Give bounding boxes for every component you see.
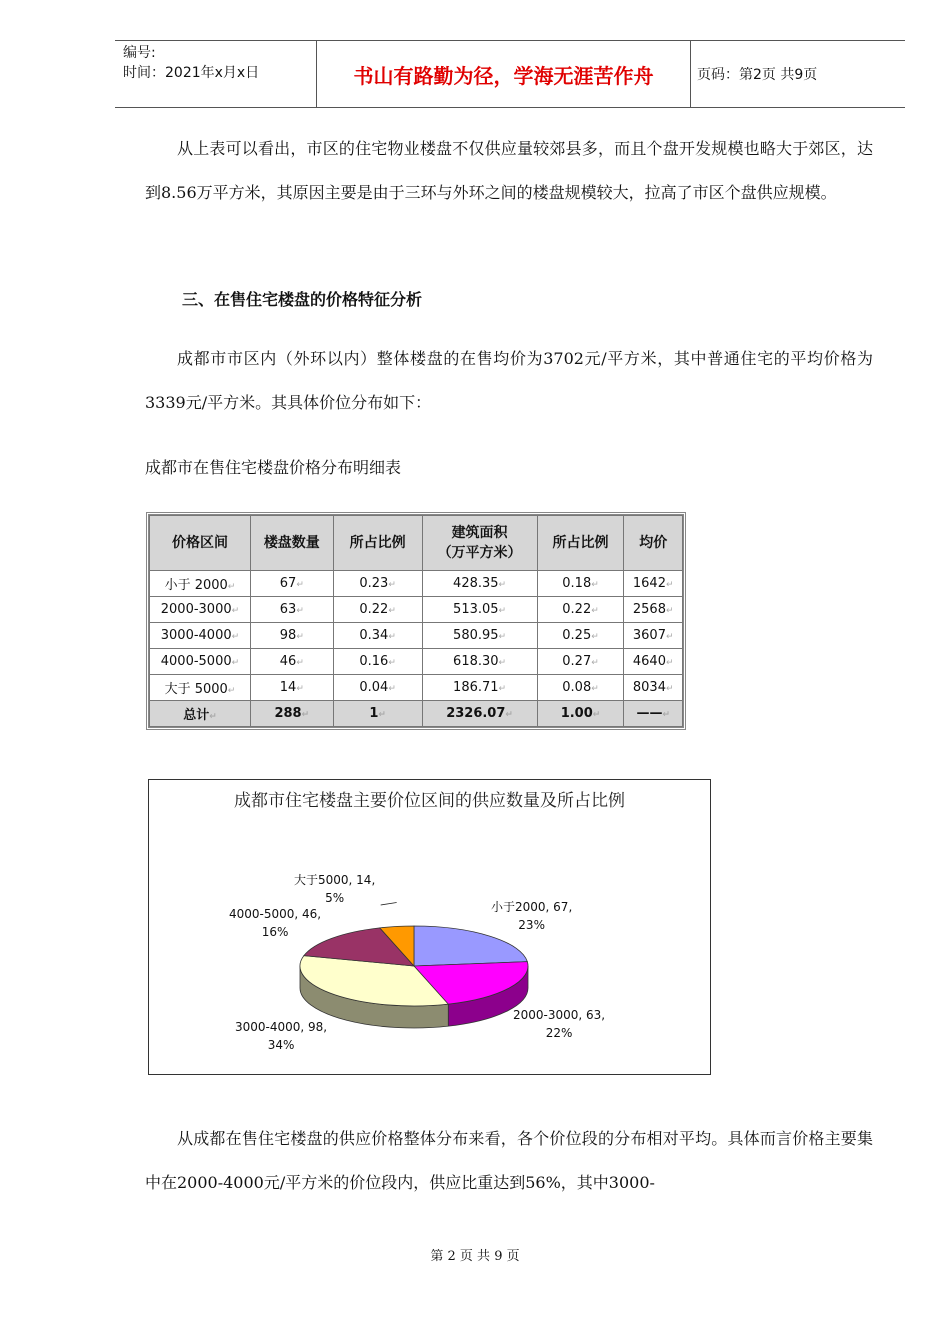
- col-header-avg-price: 均价: [624, 516, 683, 571]
- table-cell: 618.30↵: [422, 649, 537, 675]
- table-total-row: [150, 701, 683, 727]
- pie-label-gt5000: 大于5000, 14, 5%: [294, 873, 376, 905]
- table-cell: 2000-3000↵: [150, 597, 251, 623]
- pie-label-2000-3000: 2000-3000, 63, 22%: [513, 1008, 606, 1040]
- table-cell: 1↵: [333, 701, 422, 727]
- table-cell: 2326.07↵: [422, 701, 537, 727]
- table-caption: 成都市在售住宅楼盘价格分布明细表: [145, 458, 402, 477]
- section-heading: 三、在售住宅楼盘的价格特征分析: [182, 290, 423, 309]
- table-cell: 428.35↵: [422, 571, 537, 597]
- table-cell: 0.04↵: [333, 675, 422, 701]
- table-cell: 0.22↵: [333, 597, 422, 623]
- table-cell: 4640↵: [624, 649, 683, 675]
- table-cell: 98↵: [250, 623, 333, 649]
- chart-title: 成都市住宅楼盘主要价位区间的供应数量及所占比例: [234, 791, 625, 811]
- table-row: [150, 597, 683, 623]
- header-page-label: 页码：第2页 共9页: [697, 67, 818, 83]
- table-cell: ——↵: [624, 701, 683, 727]
- header-motto: 书山有路勤为径，学海无涯苦作舟: [316, 41, 691, 107]
- col-header-area-share: 所占比例: [537, 516, 624, 571]
- table-cell: 288↵: [250, 701, 333, 727]
- table-cell: 0.22↵: [537, 597, 624, 623]
- paragraph-3: 从成都在售住宅楼盘的供应价格整体分布来看，各个价位段的分布相对平均。具体而言价格主要集中在2000-4000元/平方米的价位段内，供应比重达到56%，其中3000-: [145, 1129, 873, 1192]
- page-header: [115, 40, 905, 108]
- table-cell: 3607↵: [624, 623, 683, 649]
- table-cell: 2568↵: [624, 597, 683, 623]
- pie-chart: [148, 779, 711, 1075]
- table-cell: 8034↵: [624, 675, 683, 701]
- table-cell: 513.05↵: [422, 597, 537, 623]
- paragraph-2: 成都市市区内（外环以内）整体楼盘的在售均价为3702元/平方米，其中普通住宅的平均价格为3339元/平方米。其具体价位分布如下：: [145, 349, 873, 412]
- table-cell: 67↵: [250, 571, 333, 597]
- table-cell: 0.16↵: [333, 649, 422, 675]
- table-cell: 0.18↵: [537, 571, 624, 597]
- col-header-count-share: 所占比例: [333, 516, 422, 571]
- table-cell: 580.95↵: [422, 623, 537, 649]
- pie-label-3000-4000: 3000-4000, 98, 34%: [235, 1020, 328, 1052]
- table-cell: 14↵: [250, 675, 333, 701]
- page-footer: 第 2 页 共 9 页: [430, 1249, 520, 1264]
- table-row: [150, 623, 683, 649]
- table-cell: 0.23↵: [333, 571, 422, 597]
- time-label: 时间：2021年x月x日: [123, 65, 260, 81]
- table-cell: 0.08↵: [537, 675, 624, 701]
- table-cell: 小于 2000↵: [150, 571, 251, 597]
- price-distribution-table: [146, 512, 686, 730]
- table-cell: 4000-5000↵: [150, 649, 251, 675]
- table-cell: 0.34↵: [333, 623, 422, 649]
- table-header-row: [150, 516, 683, 571]
- table-cell: 0.27↵: [537, 649, 624, 675]
- table-cell: 46↵: [250, 649, 333, 675]
- table-cell: 大于 5000↵: [150, 675, 251, 701]
- col-header-area: 建筑面积 （万平方米）: [422, 516, 537, 571]
- table-row: [150, 571, 683, 597]
- col-header-price-range: 价格区间: [150, 516, 251, 571]
- table-cell: 63↵: [250, 597, 333, 623]
- table-cell: 3000-4000↵: [150, 623, 251, 649]
- paragraph-1: 从上表可以看出，市区的住宅物业楼盘不仅供应量较郊县多，而且个盘开发规模也略大于郊区，达到8.56万平方米，其原因主要是由于三环与外环之间的楼盘规模较大，拉高了市区个盘供应规模。: [145, 139, 873, 202]
- number-label: 编号:: [123, 45, 156, 61]
- table-row: [150, 649, 683, 675]
- col-header-count: 楼盘数量: [250, 516, 333, 571]
- header-meta: [123, 43, 313, 105]
- pie-label-4000-5000: 4000-5000, 46, 16%: [229, 907, 322, 939]
- pie-leader-line: [381, 902, 397, 905]
- table-cell: 186.71↵: [422, 675, 537, 701]
- pie-label-lt2000: 小于2000, 67, 23%: [491, 900, 573, 932]
- table-cell: 0.25↵: [537, 623, 624, 649]
- table-cell: 1642↵: [624, 571, 683, 597]
- table-row: [150, 675, 683, 701]
- table-cell: 总计↵: [150, 701, 251, 727]
- table-cell: 1.00↵: [537, 701, 624, 727]
